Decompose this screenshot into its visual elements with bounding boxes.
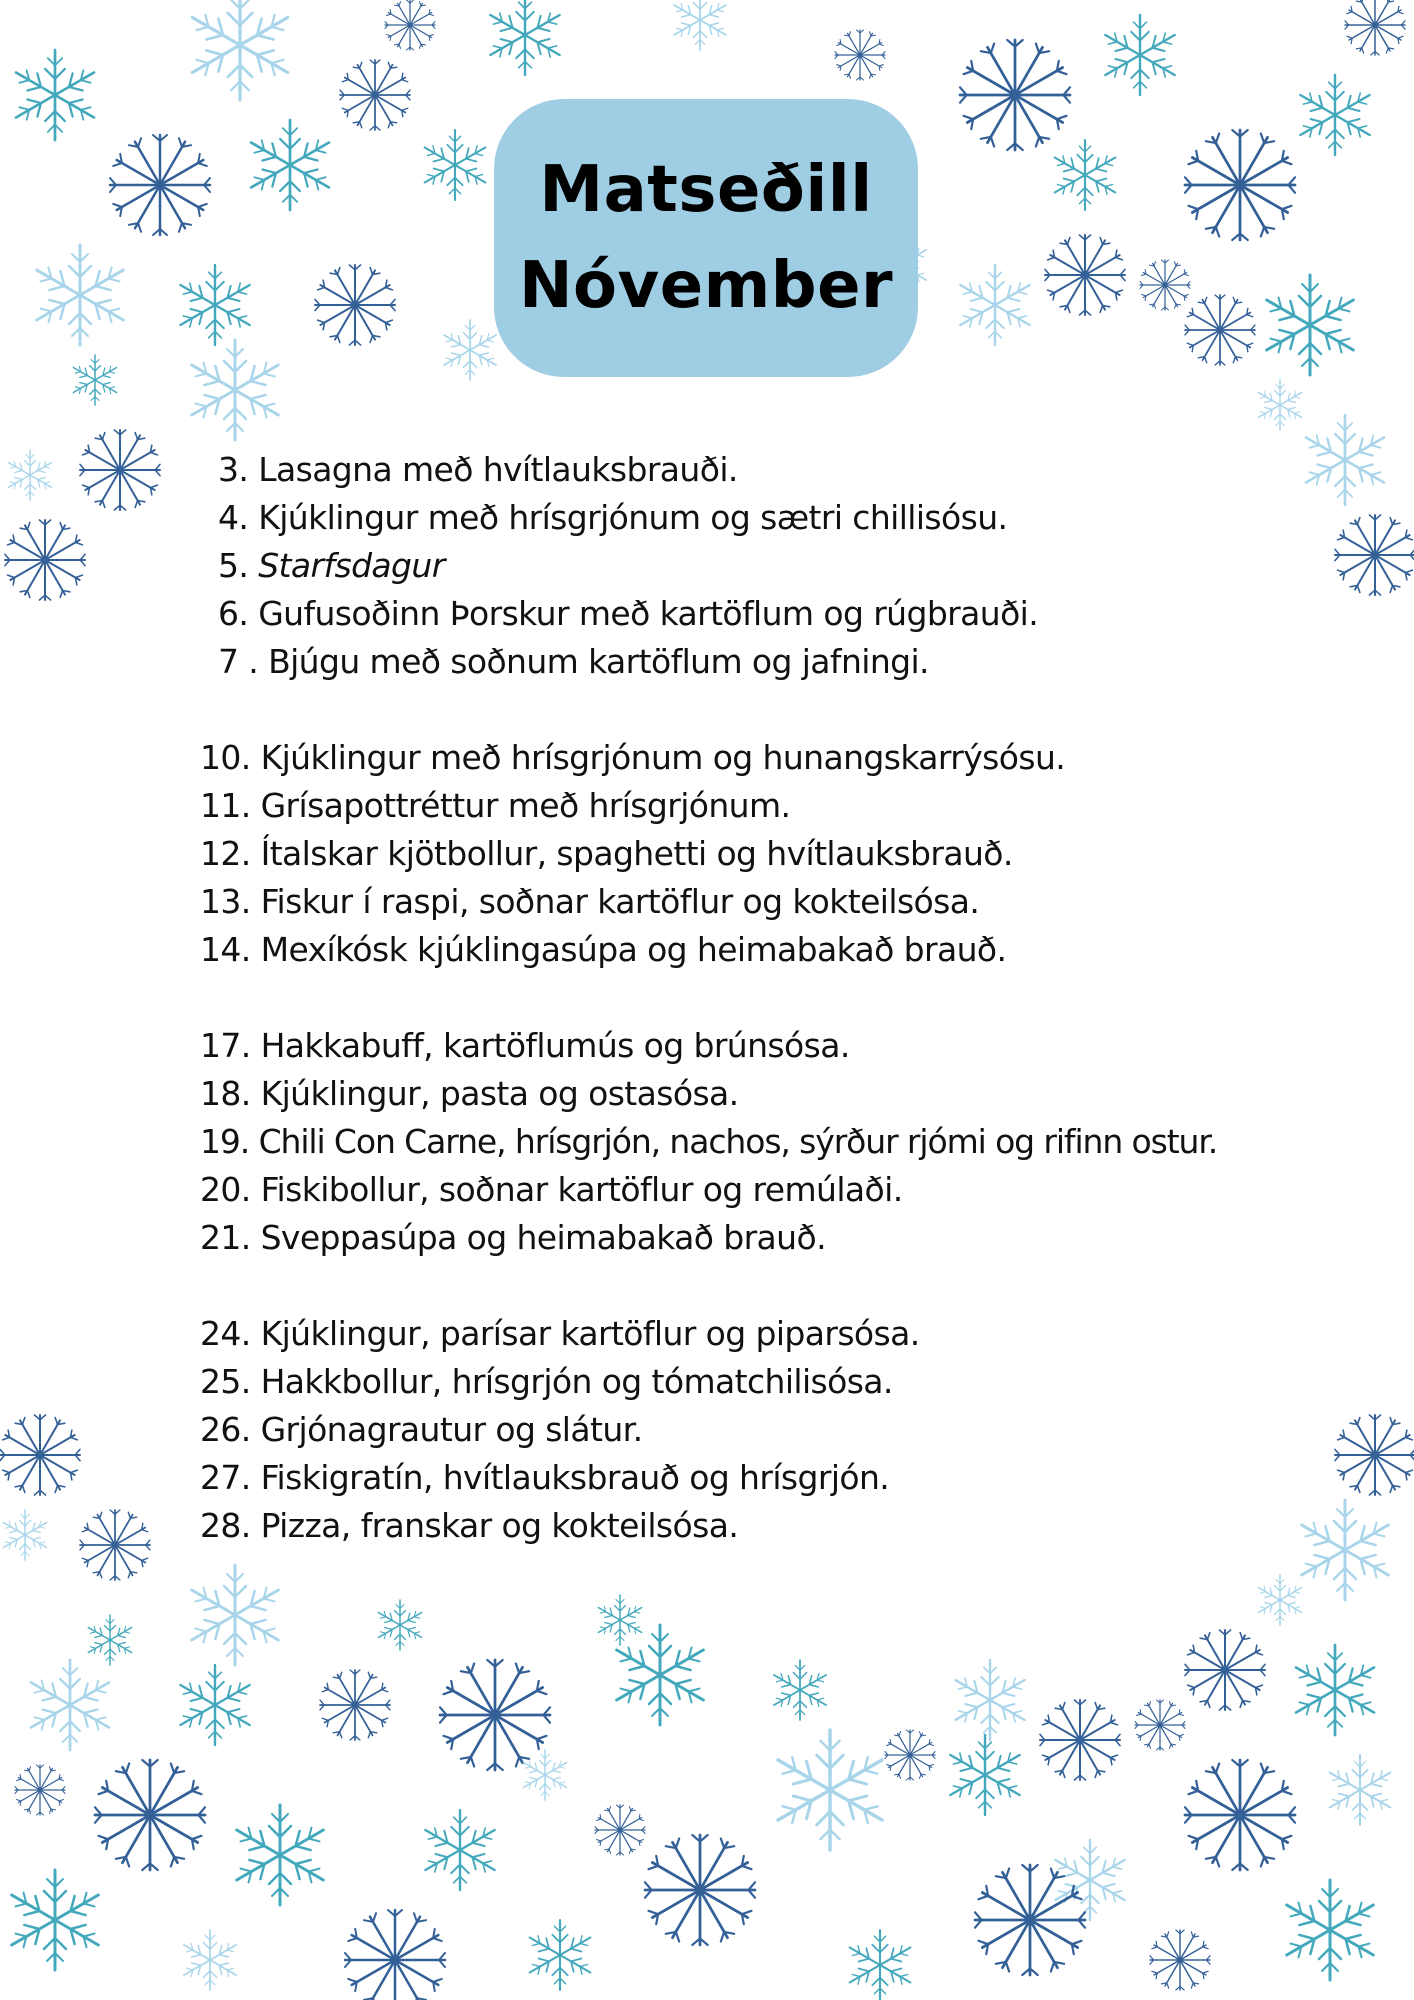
menu-item: [200, 1458, 889, 1498]
menu-item: [218, 594, 1038, 634]
menu-dish: Sveppasúpa og heimabakað brauð.: [260, 1218, 826, 1257]
menu-dish: Bjúgu með soðnum kartöflum og jafningi.: [268, 642, 929, 681]
menu-item: [200, 786, 790, 826]
menu-item: [200, 1506, 738, 1546]
menu-day: 25.: [200, 1362, 251, 1401]
menu-item: [218, 450, 738, 490]
menu-item: [218, 642, 929, 682]
menu-item: [200, 1122, 1217, 1162]
menu-day: 26.: [200, 1410, 251, 1449]
menu-item: [200, 1170, 903, 1210]
title-line-2: Nóvember: [518, 249, 894, 323]
menu-dish: Grísapottréttur með hrísgrjónum.: [260, 786, 791, 825]
menu-item: [200, 834, 1013, 874]
menu-dish: Starfsdagur: [258, 546, 445, 585]
menu-item: [200, 930, 1006, 970]
menu-day: 10.: [200, 738, 251, 777]
menu-day: 28.: [200, 1506, 251, 1545]
menu-day: 3.: [218, 450, 249, 489]
menu-day: 13.: [200, 882, 251, 921]
menu-dish: Hakkabuff, kartöflumús og brúnsósa.: [260, 1026, 850, 1065]
menu-dish: Chili Con Carne, hrísgrjón, nachos, sýrður rjómi og rifinn ostur.: [258, 1122, 1218, 1161]
menu-day: 4.: [218, 498, 249, 537]
menu-item: [200, 1362, 893, 1402]
menu-item: [218, 498, 1007, 538]
menu-day: 14.: [200, 930, 251, 969]
menu-item: [200, 1218, 826, 1258]
menu-day: 12.: [200, 834, 251, 873]
menu-item: [200, 1074, 739, 1114]
menu-day: 19.: [200, 1122, 250, 1161]
menu-dish: Hakkbollur, hrísgrjón og tómatchilisósa.: [260, 1362, 893, 1401]
menu-dish: Gufusoðinn Þorskur með kartöflum og rúgbrauði.: [258, 594, 1039, 633]
title-line-1: Matseðill: [539, 153, 873, 227]
menu-day: 17.: [200, 1026, 251, 1065]
menu-item: [200, 1314, 920, 1354]
menu-day: 21.: [200, 1218, 251, 1257]
menu-item: [200, 1026, 850, 1066]
menu-dish: Grjónagrautur og slátur.: [260, 1410, 643, 1449]
menu-item: [200, 738, 1065, 778]
menu-day: 20.: [200, 1170, 251, 1209]
menu-dish: Ítalskar kjötbollur, spaghetti og hvítlauksbrauð.: [260, 834, 1013, 873]
menu-dish: Lasagna með hvítlauksbrauði.: [258, 450, 738, 489]
menu-item: [218, 546, 445, 586]
menu-dish: Fiskibollur, soðnar kartöflur og remúlaði.: [260, 1170, 903, 1209]
menu-day: 27.: [200, 1458, 251, 1497]
menu-dish: Mexíkósk kjúklingasúpa og heimabakað brauð.: [260, 930, 1007, 969]
menu-dish: Fiskur í raspi, soðnar kartöflur og kokteilsósa.: [260, 882, 980, 921]
menu-day: 7 .: [218, 642, 259, 681]
menu-dish: Fiskigratín, hvítlauksbrauð og hrísgrjón.: [260, 1458, 890, 1497]
menu-day: 24.: [200, 1314, 251, 1353]
menu-dish: Kjúklingur með hrísgrjónum og sætri chillisósu.: [258, 498, 1008, 537]
menu-day: 18.: [200, 1074, 251, 1113]
menu-item: [200, 1410, 642, 1450]
menu-day: 5.: [218, 546, 249, 585]
menu-dish: Kjúklingur, pasta og ostasósa.: [260, 1074, 739, 1113]
menu-dish: Kjúklingur, parísar kartöflur og piparsósa.: [260, 1314, 920, 1353]
menu-day: 6.: [218, 594, 249, 633]
menu-dish: Pizza, franskar og kokteilsósa.: [260, 1506, 739, 1545]
menu-dish: Kjúklingur með hrísgrjónum og hunangskarrýsósu.: [260, 738, 1066, 777]
menu-item: [200, 882, 979, 922]
menu-day: 11.: [200, 786, 251, 825]
